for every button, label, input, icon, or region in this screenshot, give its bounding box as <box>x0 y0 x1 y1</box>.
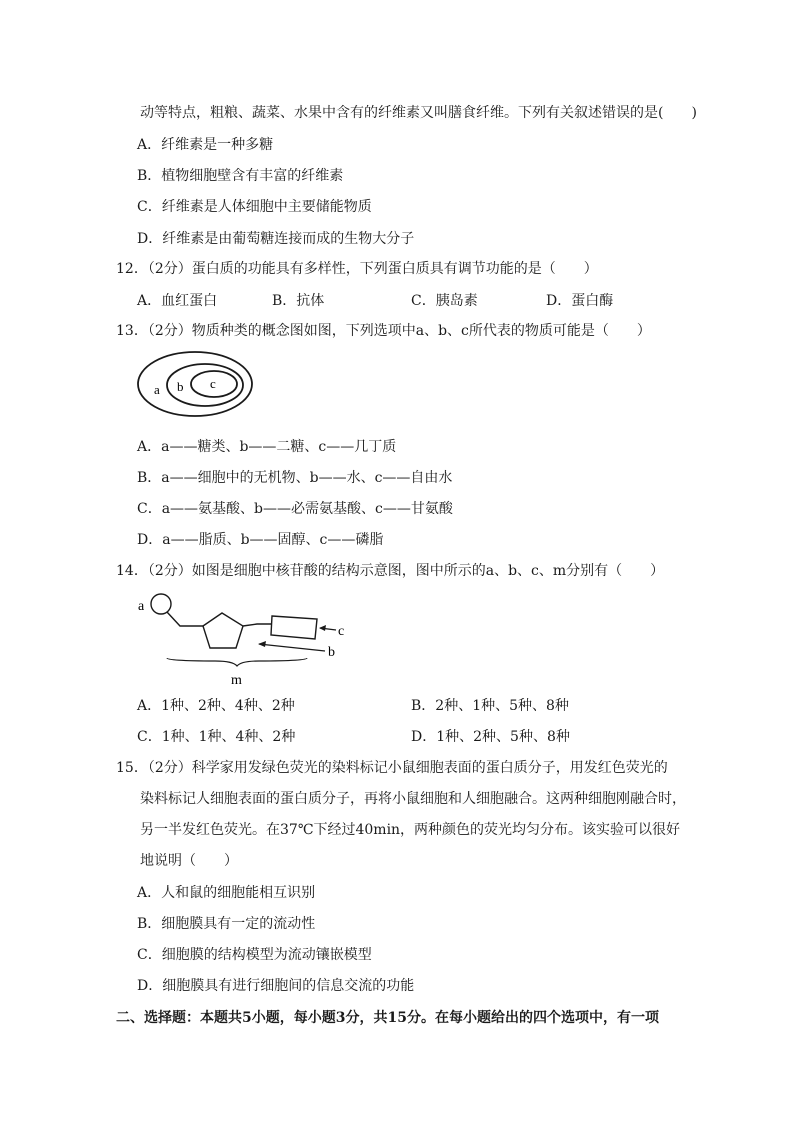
phosphate-circle <box>151 594 171 614</box>
q11-option-c: C．纤维素是人体细胞中主要储能物质 <box>137 199 372 215</box>
q13-stem: 13．（2分）物质种类的概念图如图，下列选项中a、b、c所代表的物质可能是（ ） <box>116 323 651 339</box>
arrow-c-head <box>319 625 326 631</box>
brace-m <box>167 658 307 666</box>
q15-option-c: C．细胞膜的结构模型为流动镶嵌模型 <box>137 947 372 963</box>
q13-option-a: A．a——糖类、b——二糖、c——几丁质 <box>137 439 397 455</box>
q11-stem-tail: 动等特点，粗粮、蔬菜、水果中含有的纤维素又叫膳食纤维。下列有关叙述错误的是( ) <box>140 105 697 121</box>
q15-stem-line-2: 染料标记人细胞表面的蛋白质分子，再将小鼠细胞和人细胞融合。这两种细胞刚融合时， <box>140 791 686 807</box>
q12-option-c: C．胰岛素 <box>411 293 478 309</box>
q14-option-a: A．1种、2种、4种、2种 <box>137 698 295 714</box>
base-bond <box>243 624 272 626</box>
q13-option-d: D．a——脂质、b——固醇、c——磷脂 <box>137 532 384 548</box>
label-c: c <box>338 624 345 639</box>
label-m: m <box>231 673 242 688</box>
q14-option-d: D．1种、2种、5种、8种 <box>411 729 570 745</box>
q13-concept-diagram <box>135 349 255 419</box>
q14-stem: 14．（2分）如图是细胞中核苷酸的结构示意图，图中所示的a、b、c、m分别有（ ） <box>116 563 665 579</box>
q13-option-c: C．a——氨基酸、b——必需氨基酸、c——甘氨酸 <box>137 501 453 517</box>
q15-option-b: B．细胞膜具有一定的流动性 <box>137 916 316 932</box>
label-a: a <box>138 599 145 614</box>
q11-option-a: A．纤维素是一种多糖 <box>137 137 274 153</box>
label-b: b <box>177 379 184 394</box>
arrow-b <box>259 644 325 651</box>
q15-option-d: D．细胞膜具有进行细胞间的信息交流的功能 <box>137 978 415 994</box>
arrow-b-head <box>258 641 266 647</box>
label-b: b <box>328 645 335 660</box>
q15-stem-line-4: 地说明（ ） <box>140 853 238 869</box>
q11-option-b: B．植物细胞壁含有丰富的纤维素 <box>137 168 344 184</box>
q14-option-b: B．2种、1种、5种、8种 <box>411 698 569 714</box>
pentose-pentagon <box>203 613 243 648</box>
label-c: c <box>210 376 216 391</box>
label-a: a <box>154 382 160 397</box>
q14-option-c: C．1种、1种、4种、2种 <box>137 729 296 745</box>
q11-option-d: D．纤维素是由葡萄糖连接而成的生物大分子 <box>137 231 415 247</box>
q12-option-b: B．抗体 <box>272 293 325 309</box>
q15-option-a: A．人和鼠的细胞能相互识别 <box>137 885 316 901</box>
q12-option-d: D．蛋白酶 <box>546 293 614 309</box>
q12-option-a: A．血红蛋白 <box>137 293 218 309</box>
q13-option-b: B．a——细胞中的无机物、b——水、c——自由水 <box>137 470 453 486</box>
q15-stem-line-1: 15．（2分）科学家用发绿色荧光的染料标记小鼠细胞表面的蛋白质分子，用发红色荧光的 <box>116 760 668 776</box>
phosphate-bond <box>167 612 203 626</box>
base-rectangle <box>271 616 317 639</box>
q12-stem: 12．（2分）蛋白质的功能具有多样性，下列蛋白质具有调节功能的是（ ） <box>116 261 598 277</box>
section-2-heading: 二、选择题：本题共5小题，每小题3分，共15分。在每小题给出的四个选项中，有一项 <box>116 1010 659 1026</box>
q14-nucleotide-diagram <box>135 588 365 688</box>
q15-stem-line-3: 另一半发红色荧光。在37℃下经过40min，两种颜色的荧光均匀分布。该实验可以很好 <box>140 822 681 838</box>
